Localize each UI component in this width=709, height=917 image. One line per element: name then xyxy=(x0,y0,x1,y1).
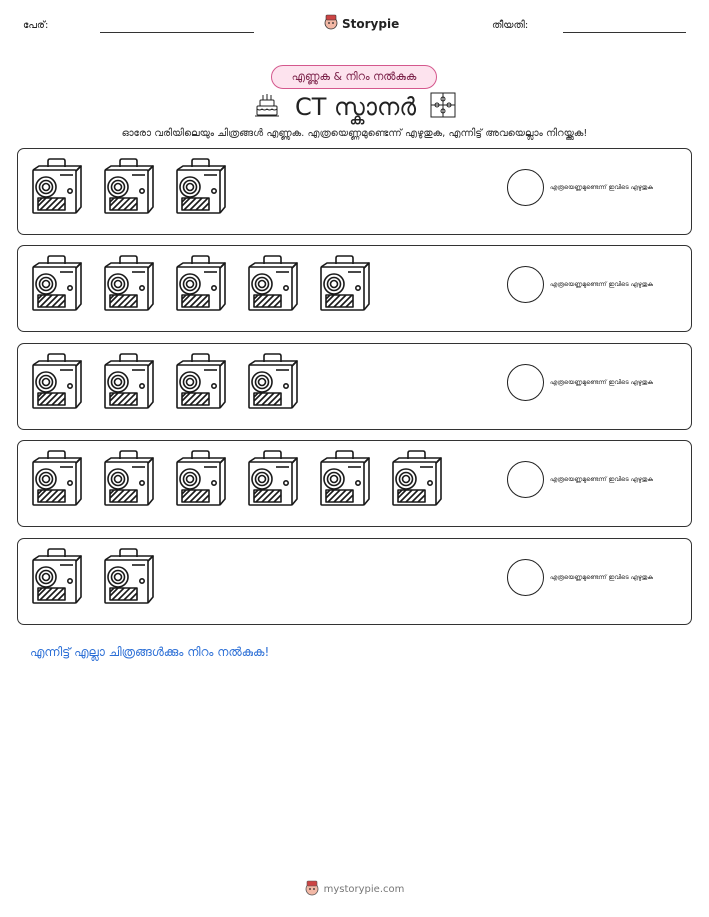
write-hint: എത്രയെണ്ണമുണ്ടെന്ന് ഇവിടെ എഴുതുക xyxy=(550,184,653,191)
count-row xyxy=(17,343,692,430)
count-row xyxy=(17,538,692,625)
ct-scanner-camera-icon xyxy=(102,255,155,316)
answer-circle[interactable] xyxy=(507,559,544,596)
instructions: ഓരോ വരിയിലെയും ചിത്രങ്ങൾ എണ്ണുക. എത്രയെണ്ണമുണ്ടെന്ന് എഴുതുക, എന്നിട്ട് അവയെല്ലാം നിറയ്ക്കുക! xyxy=(121,128,588,139)
name-label: പേര്: xyxy=(23,20,49,31)
write-hint: എത്രയെണ്ണമുണ്ടെന്ന് ഇവിടെ എഴുതുക xyxy=(550,379,653,386)
camera-group xyxy=(30,450,443,511)
date-label: തീയതി: xyxy=(492,20,529,31)
ct-scanner-camera-icon xyxy=(390,450,443,511)
coloring-instruction: എന്നിട്ട് എല്ലാ ചിത്രങ്ങൾക്കും നിറം നൽകുക! xyxy=(30,645,270,659)
count-row xyxy=(17,245,692,332)
birthday-cake-icon xyxy=(253,92,281,122)
ct-scanner-camera-icon xyxy=(318,450,371,511)
ct-scanner-camera-icon xyxy=(318,255,371,316)
camera-group xyxy=(30,548,155,609)
ct-scanner-camera-icon xyxy=(246,450,299,511)
ct-scanner-camera-icon xyxy=(30,548,83,609)
answer-circle[interactable] xyxy=(507,169,544,206)
storypie-mascot-icon xyxy=(324,14,338,33)
ct-scanner-camera-icon xyxy=(102,158,155,219)
camera-group xyxy=(30,158,227,219)
ct-scanner-camera-icon xyxy=(102,548,155,609)
activity-badge: എണ്ണുക & നിറം നൽകുക xyxy=(271,65,437,89)
ct-scanner-camera-icon xyxy=(30,158,83,219)
ct-scanner-camera-icon xyxy=(246,255,299,316)
date-field-line[interactable] xyxy=(563,32,686,33)
ct-scanner-camera-icon xyxy=(30,255,83,316)
ct-scanner-camera-icon xyxy=(30,450,83,511)
count-row xyxy=(17,440,692,527)
page-title: CT സ്കാനർ xyxy=(294,93,417,121)
name-field-line[interactable] xyxy=(100,32,254,33)
title-row xyxy=(0,93,709,121)
ct-scanner-camera-icon xyxy=(174,353,227,414)
brand-logo xyxy=(324,14,399,33)
ct-scanner-camera-icon xyxy=(246,353,299,414)
footer-brand xyxy=(0,880,709,899)
storypie-mascot-icon xyxy=(305,880,319,899)
camera-group xyxy=(30,255,371,316)
answer-circle[interactable] xyxy=(507,266,544,303)
ct-scanner-camera-icon xyxy=(102,450,155,511)
footer-url: mystorypie.com xyxy=(323,884,405,895)
puzzle-icon xyxy=(430,92,456,122)
count-row xyxy=(17,148,692,235)
write-hint: എത്രയെണ്ണമുണ്ടെന്ന് ഇവിടെ എഴുതുക xyxy=(550,476,653,483)
answer-circle[interactable] xyxy=(507,461,544,498)
brand-name: Storypie xyxy=(342,16,400,31)
ct-scanner-camera-icon xyxy=(174,450,227,511)
camera-group xyxy=(30,353,299,414)
write-hint: എത്രയെണ്ണമുണ്ടെന്ന് ഇവിടെ എഴുതുക xyxy=(550,574,653,581)
write-hint: എത്രയെണ്ണമുണ്ടെന്ന് ഇവിടെ എഴുതുക xyxy=(550,281,653,288)
answer-circle[interactable] xyxy=(507,364,544,401)
ct-scanner-camera-icon xyxy=(174,255,227,316)
ct-scanner-camera-icon xyxy=(30,353,83,414)
ct-scanner-camera-icon xyxy=(174,158,227,219)
ct-scanner-camera-icon xyxy=(102,353,155,414)
